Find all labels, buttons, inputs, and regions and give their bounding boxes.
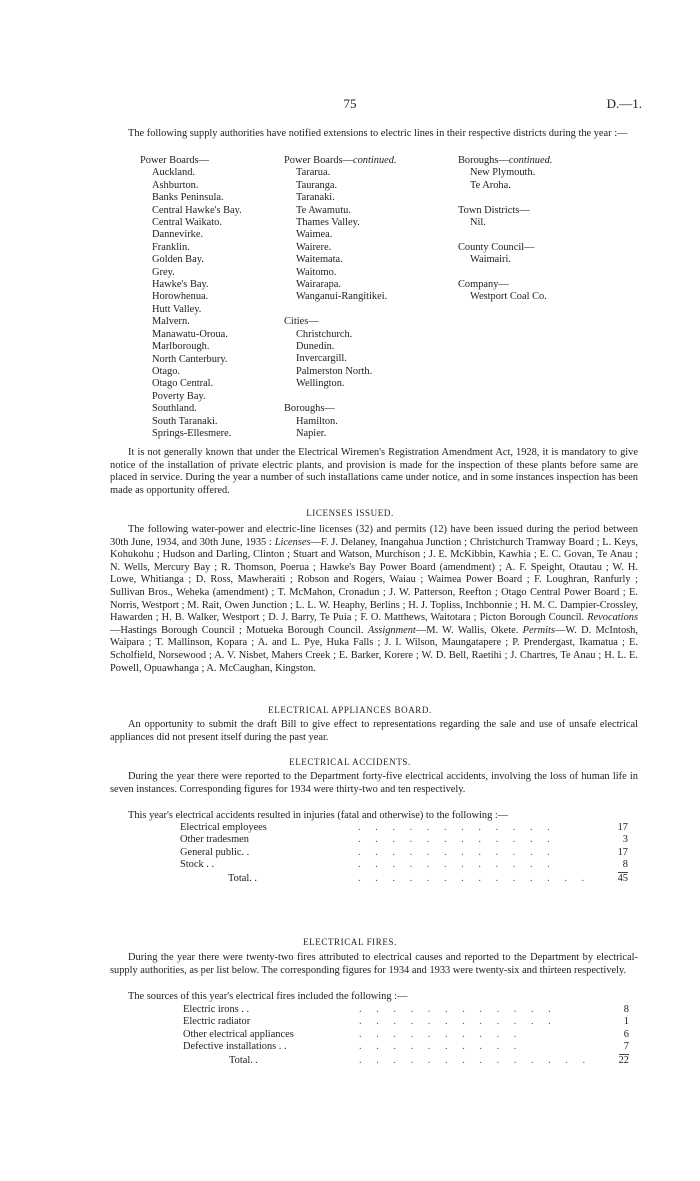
- fire-row: [183, 1029, 629, 1041]
- appliances-paragraph: An opportunity to submit the draft Bill to give effect to representations regarding the sale and use of unsafe electrical appliances did not present itself during the past year.: [110, 719, 638, 743]
- power-board-item: Wairere.: [296, 241, 332, 253]
- power-board-item: Wairarapa.: [296, 279, 342, 291]
- power-board-item: Waimea.: [296, 229, 333, 241]
- licenses-paragraph: The following water-power and electric-line licenses (32) and permits (12) have been issued during the period between 30th June, 1934, and 30th June, 1935 : Licenses—F. J. Delaney, Inangahua Junction ; Christchurch Tramway Board ; L. Keys, Kohukohu ; Hudson and Darling, Clinton ; Stuart and Watson, Murchison ; J. E. McKibbin, Kawhia ; E. C. Govan, Te Anau ; N. Wells, Mercury Bay ; R. Thomson, Poerua ; Hawke's Bay Power Board (amendment) ; A. F. Speight, Otautau ; W. H. Lowe, Whitianga ; D. Ross, Mawheraiti ; Robson and Rogers, Waiau ; Waimea Power Board ; F. Loughran, Ranfurly ; Sullivan Bros., Weheka (amendment) ; T. McMahon, Cronadun ; J. W. Patterson, Reefton ; Otago Central Power Board ; E. Norris, Westport ; M. Rait, Owen Junction ; L. L. W. Heaphy, Berlins ; H. J. Topliss, Inchbonnie ; H. M. C. Dampier-Crossley, Hawarden ; H. B. Walker, Westport ; D. J. Barry, Te Puia ; F. O. Matthews, Waitotara ; Picton Borough Council. Revocations—Hastings Borough Council ; Motueka Borough Council. Assignment—M. W. Wallis, Okete. Permits—W. D. McIntosh, Waipara ; T. Mallinson, Kopara ; A. and L. Pye, Huka Falls ; J. I. Wilson, Maungatapere ; P. Prendergast, Ikamatua ; E. Scholfield, Norsewood ; A. V. Nisbet, Mahers Creek ; E. Barker, Korere ; W. D. Bell, Raetihi ; J. Chartres, Te Anau ; H. L. E. Powell, Opuawhanga ; A. McCaughan, Kingston.: [110, 524, 639, 674]
- city-item: Invercargill.: [296, 353, 347, 365]
- accidents-paragraph: During the year there were reported to the Department forty-five electrical accidents, involving the loss of human life in seven instances. Corresponding figures for 1934 were thirty-two and ten respectively.: [110, 771, 638, 795]
- town-district-item: Nil.: [470, 217, 486, 229]
- power-board-item: Hutt Valley.: [152, 303, 202, 315]
- power-board-item: Thames Valley.: [296, 217, 360, 229]
- fire-row: [183, 1041, 629, 1053]
- power-board-item: Tararua.: [296, 167, 331, 179]
- accident-row-dots: . . . . . . . . . . . .: [358, 846, 556, 858]
- accident-row-label: General public. .: [180, 846, 250, 858]
- city-item: Wellington.: [296, 378, 345, 390]
- city-item: Dunedin.: [296, 341, 335, 353]
- page-reference: D.—1.: [606, 96, 642, 111]
- fire-row-dots: . . . . . . . . . .: [359, 1041, 523, 1053]
- power-board-item: Franklin.: [152, 241, 190, 253]
- town-districts-heading: Town Districts—: [458, 204, 530, 216]
- power-board-item: Otago Central.: [152, 378, 214, 390]
- power-board-item: Tauranga.: [296, 179, 338, 191]
- column-heading: Power Boards—continued.: [284, 155, 397, 166]
- fire-row: [183, 1016, 629, 1028]
- fire-row-label: Other electrical appliances: [183, 1028, 294, 1040]
- fire-row: [183, 1004, 629, 1016]
- cities-heading: Cities—: [284, 316, 319, 328]
- accident-row: [180, 834, 628, 846]
- accident-row-value: 17: [617, 822, 628, 833]
- fire-row-dots: . . . . . . . . . .: [359, 1028, 523, 1040]
- fires-intro: The sources of this year's electrical fires included the following :—: [128, 991, 408, 1002]
- power-board-item: Auckland.: [152, 167, 195, 179]
- borough-item: New Plymouth.: [470, 167, 536, 179]
- fire-row-label: Electric radiator: [183, 1016, 251, 1028]
- appliances-heading: ELECTRICAL APPLIANCES BOARD.: [268, 705, 432, 715]
- power-board-item: Horowhenua.: [152, 291, 209, 303]
- accident-row-dots: . . . . . . . . . . . .: [358, 859, 556, 871]
- accidents-table: [180, 822, 628, 885]
- fires-heading: ELECTRICAL FIRES.: [303, 937, 397, 947]
- accident-row-value: 8: [622, 859, 628, 871]
- borough-item: Napier.: [296, 427, 327, 439]
- power-board-item: Taranaki.: [296, 192, 335, 204]
- fires-total-row: Total. . . . . . . . . . . . . . . . 22: [229, 1054, 629, 1066]
- fire-row-value: 8: [623, 1004, 629, 1015]
- power-board-item: Grey.: [152, 266, 175, 278]
- power-board-item: Manawatu-Oroua.: [152, 328, 228, 340]
- power-board-item: Southland.: [152, 403, 197, 415]
- power-board-item: Golden Bay.: [152, 254, 204, 266]
- city-item: Palmerston North.: [296, 365, 373, 377]
- accident-row: [180, 822, 628, 834]
- supply-column-power-boards-cont: [284, 155, 397, 440]
- power-board-item: South Taranaki.: [152, 415, 218, 427]
- fires-table: [183, 1004, 629, 1067]
- boroughs-heading: Boroughs—: [284, 403, 335, 415]
- power-board-item: Wanganui-Rangitikei.: [296, 291, 388, 303]
- supply-column-boroughs-cont: [458, 155, 552, 304]
- fire-row-value: 1: [623, 1016, 629, 1028]
- supply-note: It is not generally known that under the Electrical Wiremen's Registration Amendment Act, 1928, it is mandatory to give notice of the installation of private electric plants, and provision is made for the inspection of these plants before same are placed in service. During the year a number of such installations came under notice, and in some instances inspection has been made as opportunity offered.: [110, 447, 638, 496]
- fire-row-dots: . . . . . . . . . . . .: [359, 1004, 557, 1015]
- supply-intro: The following supply authorities have notified extensions to electric lines in their respective districts during the year :—: [128, 128, 628, 139]
- borough-item: Hamilton.: [296, 415, 338, 427]
- borough-item: Te Aroha.: [470, 179, 511, 191]
- page-number: 75: [343, 96, 357, 111]
- company-heading: Company—: [458, 279, 509, 291]
- accident-row-label: Electrical employees: [180, 822, 267, 833]
- power-board-item: Poverty Bay.: [152, 390, 206, 402]
- power-board-item: Waitemata.: [296, 254, 343, 266]
- accident-row-label: Stock . .: [180, 859, 215, 871]
- fire-row-label: Defective installations . .: [183, 1041, 287, 1053]
- power-board-item: Marlborough.: [152, 341, 210, 353]
- boroughs-heading: Boroughs—continued.: [458, 155, 553, 166]
- fire-row-value: 7: [623, 1041, 629, 1053]
- power-board-item: Otago.: [152, 365, 180, 377]
- accident-row-value: 17: [617, 846, 628, 858]
- power-board-item: Waitomo.: [296, 266, 337, 278]
- supply-column-power-boards: [140, 155, 242, 440]
- accident-row-dots: . . . . . . . . . . . .: [358, 822, 556, 833]
- power-board-item: Springs-Ellesmere.: [152, 427, 232, 439]
- power-board-item: North Canterbury.: [152, 353, 228, 365]
- fire-row-dots: . . . . . . . . . . . .: [359, 1016, 557, 1028]
- power-board-item: Hawke's Bay.: [152, 279, 209, 291]
- accidents-total-row: Total. . . . . . . . . . . . . . . . 45: [228, 872, 628, 884]
- power-board-item: Central Waikato.: [152, 217, 222, 229]
- city-item: Christchurch.: [296, 328, 353, 340]
- power-board-item: Malvern.: [152, 316, 190, 328]
- county-council-item: Waimairi.: [470, 254, 511, 266]
- power-board-item: Dannevirke.: [152, 229, 204, 241]
- accident-row-dots: . . . . . . . . . . . .: [358, 834, 556, 846]
- accident-row-value: 3: [622, 834, 628, 846]
- fires-paragraph: During the year there were twenty-two fires attributed to electrical causes and reported to the Department by electrical-supply authorities, as per list below. The corresponding figures for 1934 and 1933 were twenty-six and thirteen respectively.: [110, 952, 638, 976]
- accidents-intro: This year's electrical accidents resulted in injuries (fatal and otherwise) to the following :—: [128, 810, 509, 821]
- licenses-heading: LICENSES ISSUED.: [306, 508, 394, 518]
- power-board-item: Te Awamutu.: [296, 204, 351, 216]
- power-board-item: Central Hawke's Bay.: [152, 204, 242, 216]
- county-council-heading: County Council—: [458, 241, 535, 253]
- power-board-item: Banks Peninsula.: [152, 192, 224, 204]
- accident-row-label: Other tradesmen: [180, 834, 249, 846]
- power-board-item: Ashburton.: [152, 179, 199, 191]
- fire-row-label: Electric irons . .: [183, 1004, 250, 1015]
- accident-row: [180, 859, 628, 871]
- fire-row-value: 6: [623, 1028, 629, 1040]
- accident-row: [180, 847, 628, 859]
- company-item: Westport Coal Co.: [470, 291, 547, 303]
- column-heading: Power Boards—: [140, 155, 209, 166]
- accidents-heading: ELECTRICAL ACCIDENTS.: [289, 757, 411, 767]
